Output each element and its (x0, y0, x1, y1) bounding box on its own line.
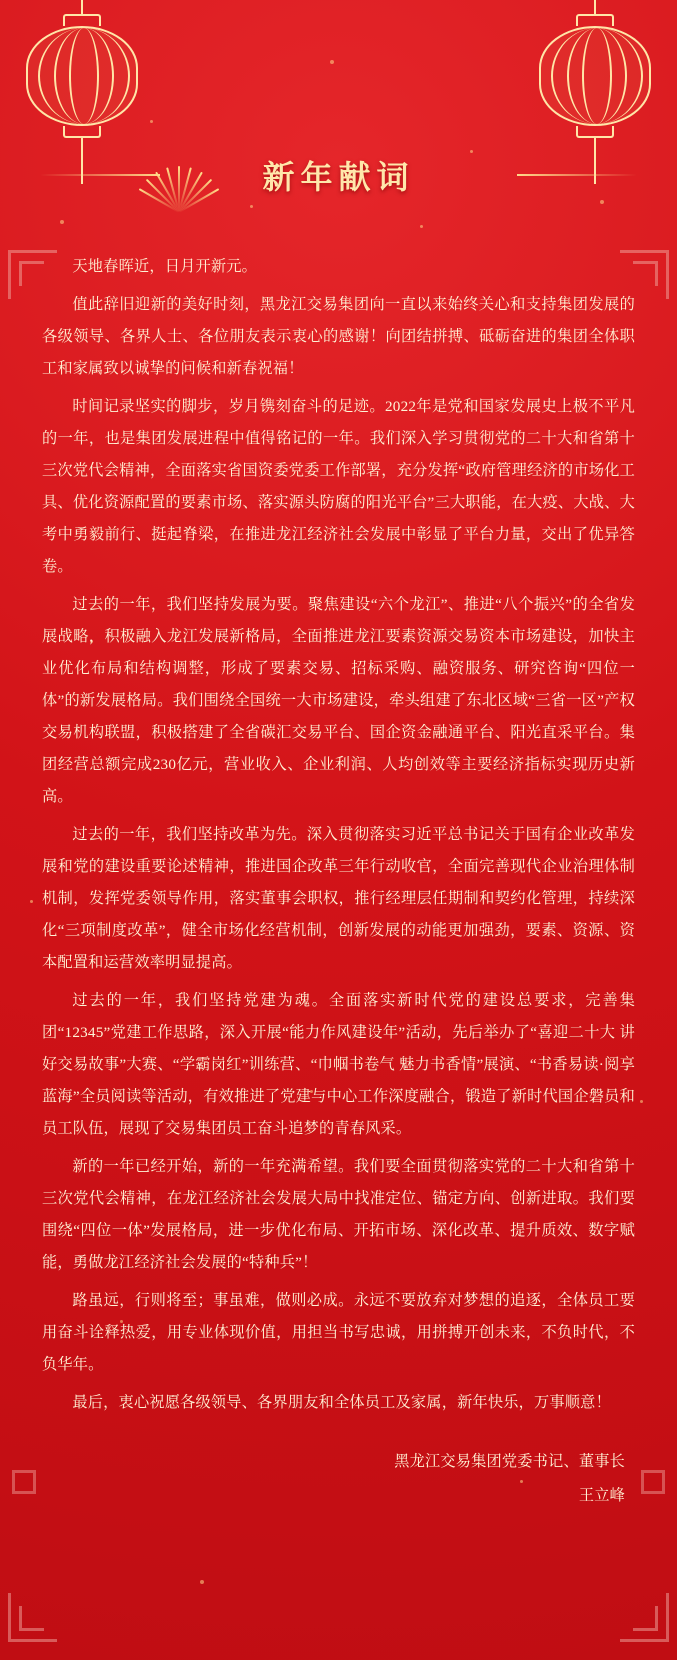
sparkle-dot (30, 900, 33, 903)
article-paragraph: 过去的一年，我们坚持发展为要。聚焦建设“六个龙江”、推进“八个振兴”的全省发展战略，积极融入龙江发展新格局，全面推进龙江要素资源交易资本市场建设，加快主业优化布局和结构调整，形成了要素交易、招标采购、融资服务、研究咨询“四位一体”的新发展格局。我们围绕全国统一大市场建设，牵头组建了东北区域“三省一区”产权交易机构联盟，积极搭建了全省碳汇交易平台、国企资金融通平台、阳光直采平台。集团经营总额完成230亿元，营业收入、企业利润、人均创效等主要经济指标实现历史新高。 (42, 596, 635, 805)
corner-ornament-bottom-right (620, 1593, 669, 1642)
article-paragraph: 过去的一年，我们坚持改革为先。深入贯彻落实习近平总书记关于国有企业改革发展和党的建设重要论述精神，推进国企改革三年行动收官，全面完善现代企业治理体制机制，发挥党委领导作用，落实董事会职权，推行经理层任期制和契约化管理，持续深化“三项制度改革”，健全市场化经营机制，创新发展的动能更加强劲，要素、资源、资本配置和运营效率明显提高。 (42, 826, 635, 971)
article-paragraph: 新的一年已经开始，新的一年充满希望。我们要全面贯彻落实党的二十大和省第十三次党代会精神，在龙江经济社会发展大局中找准定位、锚定方向、创新进取。我们要围绕“四位一体”发展格局，进一步优化布局、开拓市场、深化改革、提升质效、数字赋能，勇做龙江经济社会发展的“特种兵”！ (42, 1158, 635, 1271)
article-paragraph: 值此辞旧迎新的美好时刻，黑龙江交易集团向一直以来始终关心和支持集团发展的各级领导、各界人士、各位朋友表示衷心的感谢！向团结拼搏、砥砺奋进的集团全体职工和家属致以诚挚的问候和新春祝福！ (42, 296, 635, 377)
corner-ornament-bottom-left (8, 1593, 57, 1642)
page-title: 新年献词 (262, 159, 415, 195)
article-body (34, 241, 643, 1553)
signature-org: 黑龙江交易集团党委书记、董事长 (394, 1453, 625, 1470)
title-rule-right (517, 174, 637, 176)
signature-block (42, 1445, 635, 1513)
article-paragraph: 最后，衷心祝愿各级领导、各界朋友和全体员工及家属，新年快乐，万事顺意！ (72, 1394, 611, 1411)
page-title-wrap (0, 152, 677, 198)
article-paragraph: 时间记录坚实的脚步，岁月镌刻奋斗的足迹。2022年是党和国家发展史上极不平凡的一年，也是集团发展进程中值得铭记的一年。我们深入学习贯彻党的二十大和省第十三次党代会精神，全面落实省国资委党委工作部署，充分发挥“政府管理经济的市场化工具、优化资源配置的要素市场、落实源头防腐的阳光平台”三大职能，在大疫、大战、大考中勇毅前行、挺起脊梁，在推进龙江经济社会发展中彰显了平台力量，交出了优异答卷。 (42, 398, 635, 575)
signature-name: 王立峰 (578, 1487, 625, 1504)
article-paragraph: 路虽远，行则将至；事虽难，做则必成。永远不要放弃对梦想的追逐，全体员工要用奋斗诠释热爱，用专业体现价值，用担当书写忠诚，用拼搏开创未来，不负时代，不负华年。 (42, 1292, 635, 1373)
page-header (0, 0, 677, 235)
side-ornament (641, 1470, 665, 1494)
article-paragraph: 过去的一年，我们坚持党建为魂。全面落实新时代党的建设总要求，完善集团“12345”党建工作思路，深入开展“能力作风建设年”活动，先后举办了“喜迎二十大 讲好交易故事”大赛、“学霸岗红”训练营、“巾帼书卷气 魅力书香情”展演、“书香易读·阅享蓝海”全员阅读等活动，有效推进了党建与中心工作深度融合，锻造了新时代国企磐员和员工队伍，展现了交易集团员工奋斗追梦的青春风采。 (42, 992, 635, 1137)
article-paragraph: 天地春晖近，日月开新元。 (72, 258, 258, 275)
title-rule-left (40, 174, 160, 176)
side-ornament (12, 1470, 36, 1494)
sparkle-dot (200, 1580, 204, 1584)
